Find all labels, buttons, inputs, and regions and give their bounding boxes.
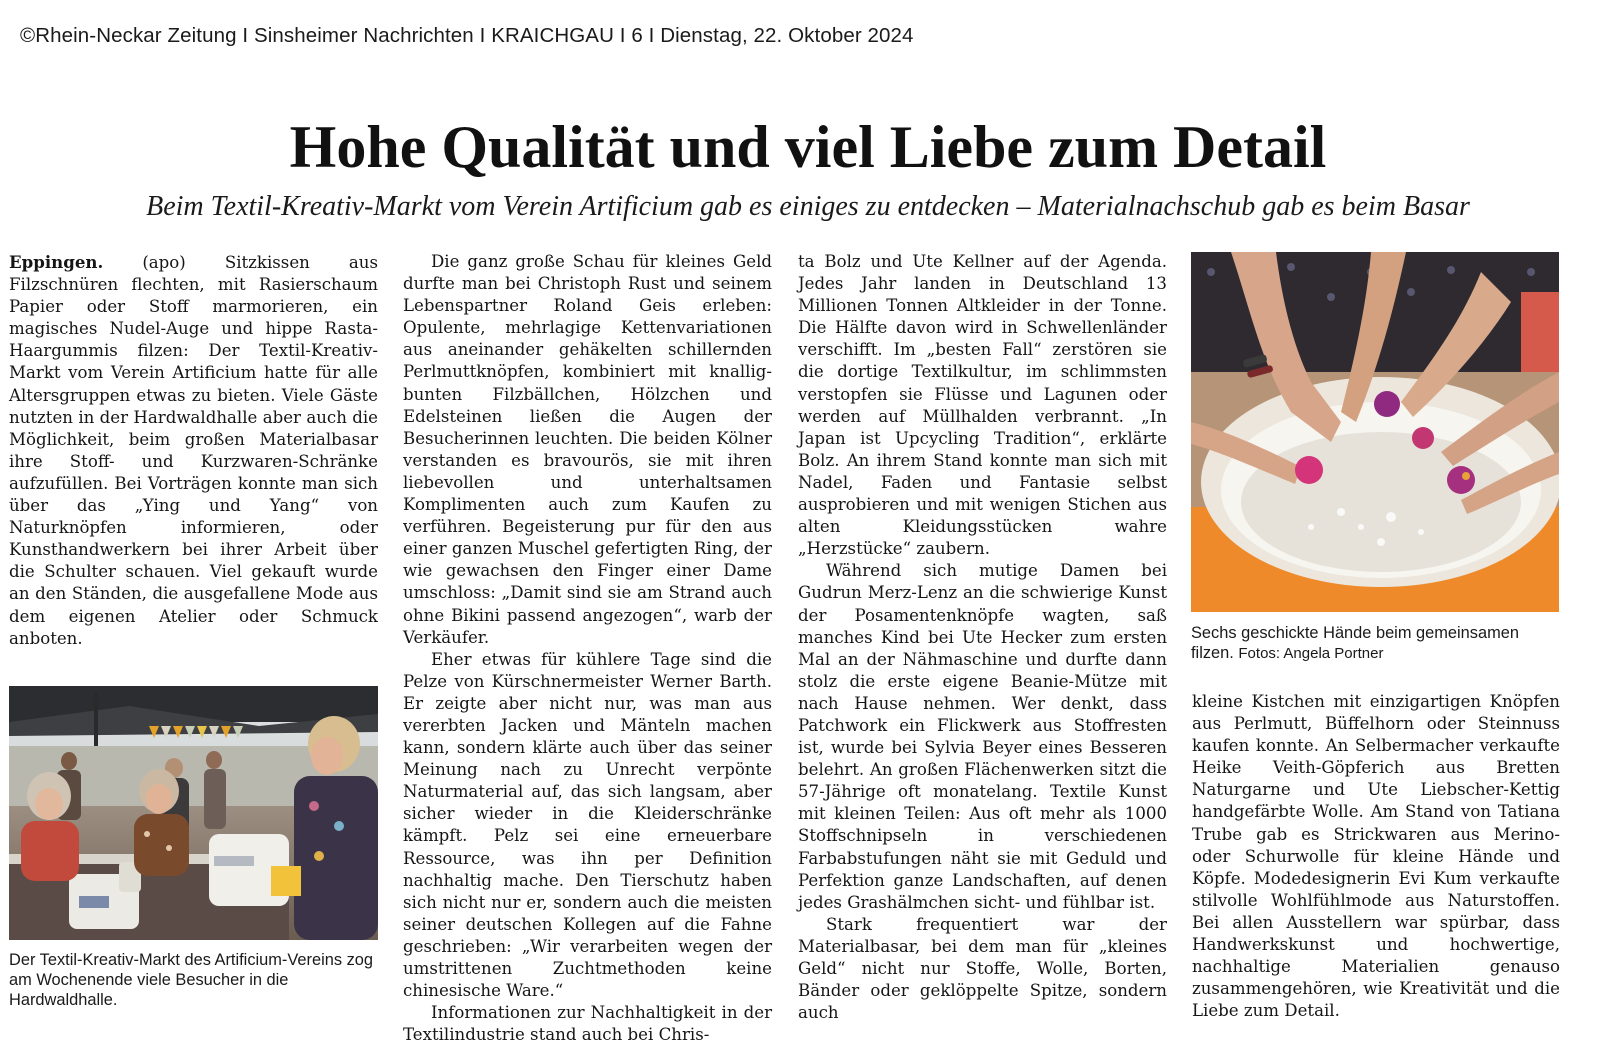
paragraph: Die ganz große Schau für kleines Geld durfte man bei Christoph Rust und seinem Lebenspartner Roland Geis erleben: Opulente, mehrlagige Kettenvariationen aus aneinander gehäkelten schillernden Perlmuttknöpfen, kombiniert mit knallig-bunten Filzbällchen, Hölzchen und Edelsteinen ließen die Augen der Besucherinnen leuchten. Die beiden Kölner verstanden es bravourös, sie mit ihren liebevollen und unterhaltsamen Komplimenten auch zum Kaufen zu verführen. Begeisterung pur für den aus einer ganzen Muschel gefertigten Ring, der wie gewachsen den Finger einer Dame umschloss: „Damit sind sie am Strand auch ohne Bikini passend angezogen“, warb der Verkäufer.	[403, 252, 772, 647]
felt-ball	[1374, 391, 1400, 417]
paragraph	[9, 251, 378, 650]
headline: Hohe Qualität und viel Liebe zum Detail	[289, 114, 1327, 180]
photo-caption	[1191, 623, 1563, 664]
paragraph: kleine Kistchen mit einzigartigen Knöpfen aus Perlmutt, Büffelhorn oder Steinnuss kaufen konnte. An Selbermacher verkaufte Heike Veith-Göpferich aus Bretten Naturgarne und Ute Liebscher-Kettig handgefärbte Wolle. Am Stand von Tatiana Trube gab es Strickwaren aus Merino- oder Schurwolle für kleine Hände und Köpfe. Modedesignerin Evi Kum verkaufte stilvolle Wohlfühlmode aus Naturstoffen. Bei allen Ausstellern war spürbar, dass Handwerkskunst und hochwertige, nachhaltige Materialien genauso zusammengehören, wie Kreativität und die Liebe zum Detail.	[1192, 692, 1560, 1021]
market-hall-illustration	[9, 686, 378, 940]
paragraph: Stark frequentiert war der Materialbasar, bei dem man für „kleines Geld“ nicht nur Stoffe, Wolle, Borten, Bänder oder geklöppelte Spitze, sondern auch	[798, 914, 1167, 1023]
paragraph-text: (apo) Sitzkissen aus Filzschnüren flechten, mit Rasierschaum Papier oder Stoff marmorieren, ein magisches Nudel-Auge und hippe Rasta-Haargummis filzen: Der Textil-Kreativ-Markt vom Verein Artificium hatte für alle Altersgruppen etwas zu bieten. Viele Gäste nutzten in der Hardwaldhalle aber auch die Möglichkeit, beim großen Materialbasar ihre Stoff- und Kurzwaren-Schränke aufzufüllen. Bei Vorträgen konnte man sich über das „Ying und Yang“ von Naturknöpfen informieren, oder Kunsthandwerkern bei ihrer Arbeit über die Schulter schauen. Viel gekauft wurde an den Ständen, die ausgefallene Mode aus dem eigenen Atelier oder Schmuck anboten.	[9, 253, 378, 648]
photo-credit: Fotos: Angela Portner	[1238, 645, 1384, 663]
article-column-1	[9, 251, 378, 650]
market-hall-photo	[9, 686, 378, 940]
article-column-4	[1192, 691, 1560, 1022]
felt-ball	[1295, 456, 1323, 484]
felting-hands-photo	[1191, 252, 1559, 612]
subheadline: Beim Textil-Kreativ-Markt vom Verein Artificium gab es einiges zu entdecken – Materialnachschub gab es beim Basar	[146, 191, 1470, 222]
felting-hands-illustration	[1191, 252, 1559, 612]
dateline: Eppingen.	[9, 252, 104, 272]
article-column-3	[798, 251, 1167, 1024]
felt-ball	[1447, 466, 1475, 494]
caption-text: Sechs geschickte Hände beim gemeinsamen filzen.	[1191, 624, 1519, 663]
paragraph: Eher etwas für kühlere Tage sind die Pelze von Kürschnermeister Werner Barth. Er zeigte aber nicht nur, was man aus vererbten Jacken und Mänteln machen kann, sondern klärte auch über das seiner Meinung nach zu Unrecht verpönte Naturmaterial auf, das sich langsam, aber sicher wieder in die Kleiderschränke kämpft. Pelz sei eine erneuerbare Ressource, was ihn per Definition nachhaltig mache. Den Tierschutz haben sich nicht nur er, sondern auch die meisten seiner deutschen Kollegen auf die Fahne geschrieben: „Wir verarbeiten wegen der umstrittenen Zuchtmethoden keine chinesische Ware.“	[403, 649, 772, 1001]
paragraph: Informationen zur Nachhaltigkeit in der Textilindustrie stand auch bei Chris-	[403, 1003, 772, 1045]
paragraph: Während sich mutige Damen bei Gudrun Merz-Lenz an die schwierige Kunst der Posamentenknöpfe wagten, saß manches Kind bei Ute Hecker zum ersten Mal an der Nähmaschine und durfte dann stolz die erste eigene Beanie-Mütze mit nach Hause nehmen. Wer denkt, dass Patchwork ein Flickwerk aus Stoffresten ist, wurde bei Sylvia Beyer eines Besseren belehrt. An großen Flächenwerken sitzt die 57-Jährige oft monatelang. Textile Kunst mit kleinen Teilen: Aus oft mehr als 1000 Stoffschnipseln in verschiedenen Farbabstufungen näht sie mit Geduld und Perfektion ganze Landschaften, auf denen jedes Grashälmchen sicht- und fühlbar ist.	[798, 561, 1167, 912]
photo-caption: Der Textil-Kreativ-Markt des Artificium-Vereins zog am Wochenende viele Besucher in die Hardwaldhalle.	[9, 951, 374, 1010]
source-line: ©Rhein-Neckar Zeitung I Sinsheimer Nachrichten I KRAICHGAU I 6 I Dienstag, 22. Oktober 2024	[20, 24, 914, 47]
article-column-2	[403, 251, 772, 1046]
paragraph: ta Bolz und Ute Kellner auf der Agenda. Jedes Jahr landen in Deutschland 13 Millionen Tonnen Altkleider in der Tonne. Die Hälfte davon wird in Schwellenländer verschifft. Im „besten Fall“ zerstören sie die dortige Textilkultur, im schlimmsten verstopfen sie Flüsse und Lagunen oder werden auf Müllhalden verbrannt. „In Japan ist Upcycling Tradition“, erklärte Bolz. An ihrem Stand konnte man sich mit Nadel, Faden und Fantasie selbst ausprobieren und mit wenigen Stichen aus alten Kleidungsstücken wahre „Herzstücke“ zaubern.	[798, 252, 1167, 559]
felt-ball	[1412, 427, 1434, 449]
